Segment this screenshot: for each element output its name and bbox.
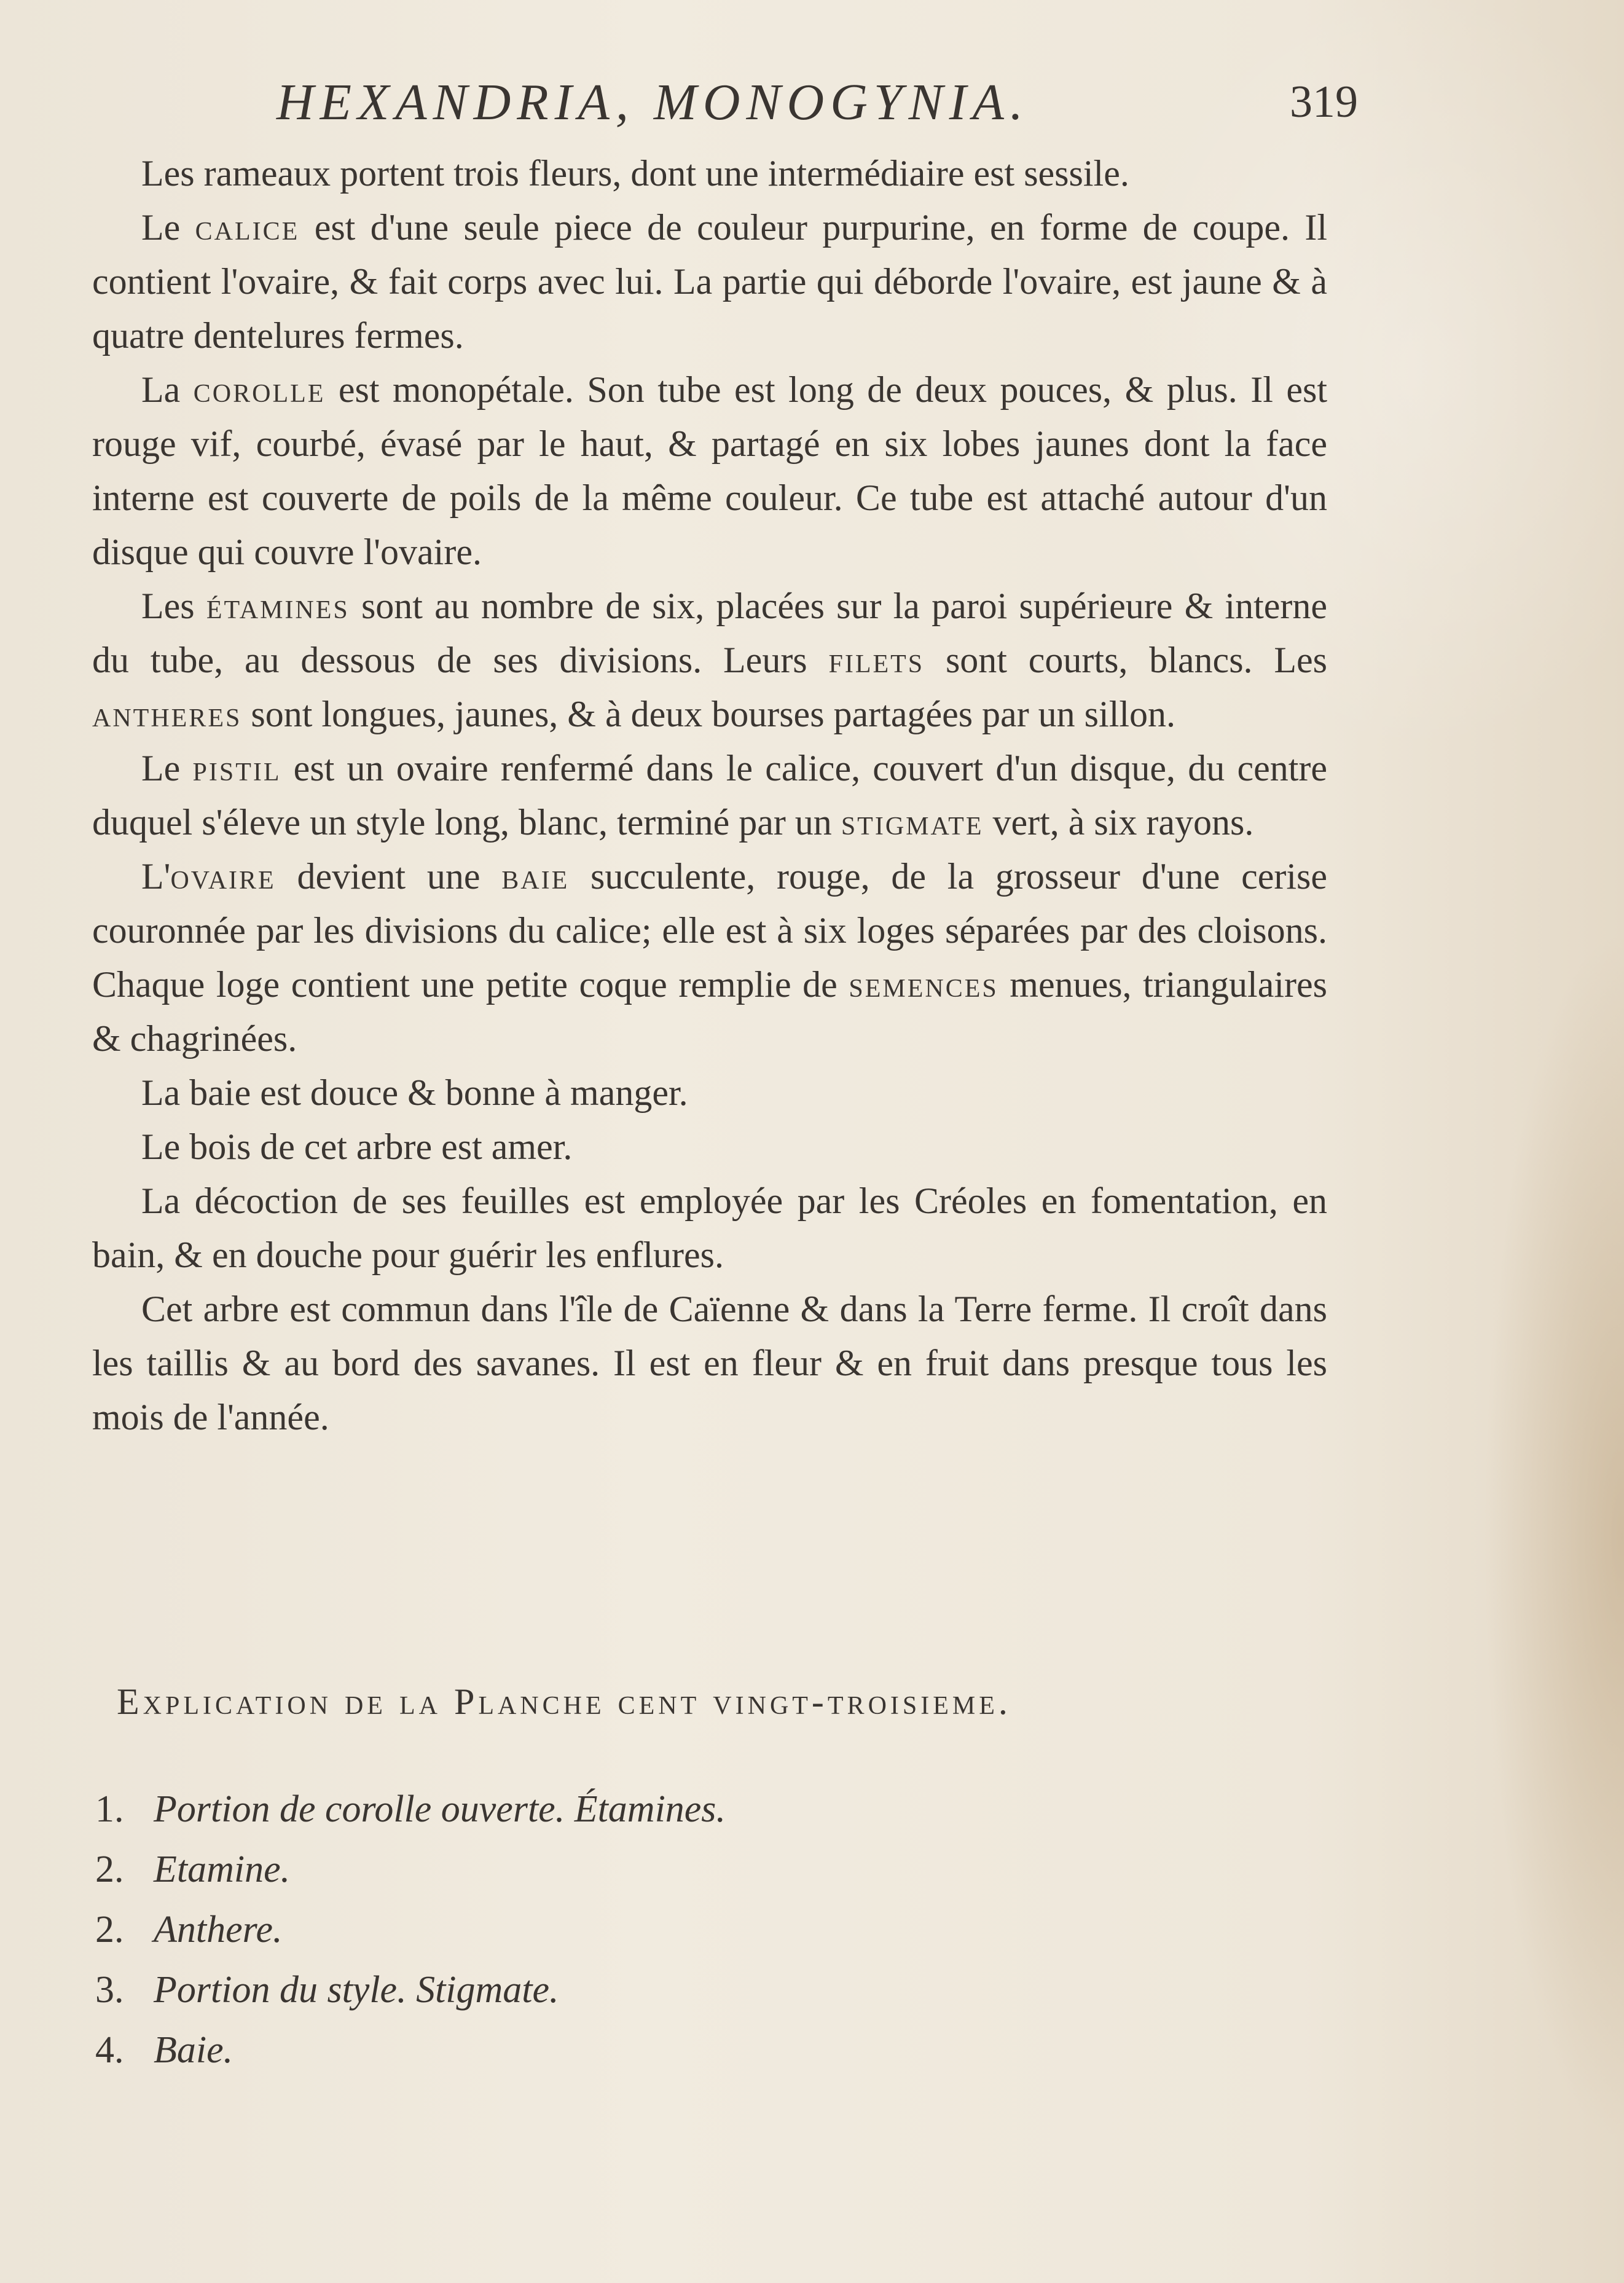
paragraph-text: sont longues, jaunes, & à deux bourses partagées par un sillon. [241, 694, 1176, 734]
paragraph-text: menues, triangulaires & chagrinées. [92, 964, 1327, 1059]
paragraph-text: Le [141, 207, 195, 248]
term-semences: semences [849, 964, 998, 1005]
legend-text: Portion du style. Stigmate. [154, 1969, 559, 2011]
paragraph-pistil [92, 741, 1327, 849]
term-baie: baie [501, 856, 570, 897]
paragraph-text: Cet arbre est commun dans l'île de Caïenne & dans la Terre ferme. Il croît dans les taillis & au bord des savanes. Il est en fleur & en fruit dans presque tous les mois de l'année. [92, 1289, 1327, 1437]
paragraph-text: Le [141, 748, 193, 788]
running-title: HEXANDRIA, MONOGYNIA. [277, 74, 1029, 131]
term-pistil: pistil [192, 748, 281, 788]
paragraph-ovaire [92, 849, 1327, 1066]
legend-item [95, 1900, 955, 1960]
legend-number: 2. [95, 1909, 124, 1951]
legend-text: Baie. [154, 2029, 233, 2071]
paragraph-etamines [92, 579, 1327, 741]
legend-text: Anthere. [154, 1909, 283, 1951]
paragraph-corolle [92, 363, 1327, 579]
legend-number: 1. [95, 1788, 124, 1830]
term-antheres: antheres [92, 694, 242, 734]
paragraph-text: Les rameaux portent trois fleurs, dont une intermédiaire est sessile. [141, 153, 1129, 194]
paragraph-text: est monopétale. Son tube est long de deux pouces, & plus. Il est rouge vif, courbé, évasé par le haut, & partagé en six lobes jaunes dont la face interne est couverte de poils de la même couleur. Ce tube est attaché autour d'un disque qui couvre l'ovaire. [92, 369, 1328, 572]
paragraph-text: L' [141, 856, 171, 897]
paragraph-text: vert, à six rayons. [983, 802, 1254, 843]
page-number: 319 [1290, 77, 1358, 127]
paragraph-text: Le bois de cet arbre est amer. [141, 1126, 573, 1167]
legend-item [95, 1839, 955, 1900]
paragraph-text: devient une [275, 856, 502, 897]
body-text [92, 146, 1327, 1444]
legend-text: Portion de corolle ouverte. Étamines. [154, 1788, 726, 1830]
term-filets: filets [828, 640, 925, 680]
term-stigmate: stigmate [841, 802, 984, 843]
term-etamines: étamines [206, 586, 350, 626]
term-ovaire: ovaire [170, 856, 276, 897]
legend-number: 3. [95, 1969, 124, 2011]
legend-number: 4. [95, 2029, 124, 2071]
legend-item [95, 1779, 955, 1839]
paragraph-text: La [141, 369, 194, 410]
paragraph-decoction [92, 1174, 1327, 1282]
term-corolle: corolle [193, 369, 326, 410]
term-calice: calice [195, 207, 300, 248]
paragraph-bois [92, 1120, 1327, 1174]
paragraph-text: est d'une seule piece de couleur purpurine, en forme de coupe. Il contient l'ovaire, & fait corps avec lui. La partie qui déborde l'ovaire, est jaune & à quatre dentelures fermes. [92, 207, 1327, 356]
paragraph-text: sont au nombre de six, placées sur la paroi supérieure & interne du tube, au dessous de ses divisions. Leurs [92, 586, 1327, 680]
paragraph-text: La décoction de ses feuilles est employée par les Créoles en fomentation, en bain, & en douche pour guérir les enflures. [92, 1181, 1327, 1275]
plate-legend [95, 1779, 955, 2080]
paragraph-habitat [92, 1282, 1327, 1444]
legend-number: 2. [95, 1849, 124, 1890]
paragraph-text: est un ovaire renfermé dans le calice, couvert d'un disque, du centre duquel s'éleve un style long, blanc, terminé par un [92, 748, 1327, 843]
paragraph-calice [92, 200, 1327, 363]
paragraph-baie-douce [92, 1066, 1327, 1120]
legend-text: Etamine. [154, 1849, 291, 1890]
legend-item [95, 1960, 955, 2020]
paragraph-text: succulente, rouge, de la grosseur d'une cerise couronnée par les divisions du calice; elle est à six loges séparées par des cloisons. Chaque loge contient une petite coque remplie de [92, 856, 1328, 1005]
paragraph-text: sont courts, blancs. Les [924, 640, 1327, 680]
paragraph-text: Les [141, 586, 206, 626]
paragraph-text: La baie est douce & bonne à manger. [141, 1072, 688, 1113]
page-header [92, 73, 1358, 140]
legend-item [95, 2020, 955, 2080]
paragraph-branches [92, 146, 1327, 200]
plate-explanation-heading: Explication de la Planche cent vingt-troisieme. [117, 1681, 1011, 1722]
